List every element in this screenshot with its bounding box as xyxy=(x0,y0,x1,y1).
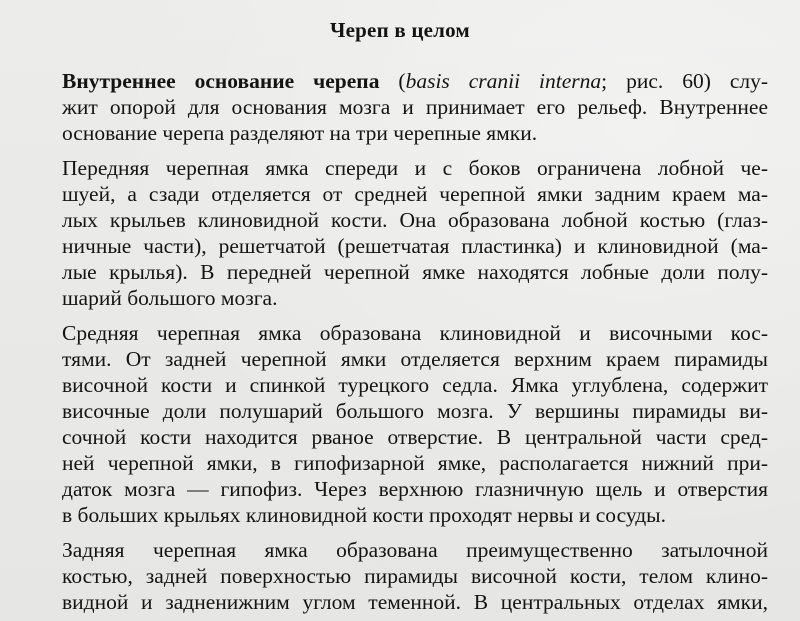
paragraph-1-line-3: основание черепа разделяют на три черепные ямки. xyxy=(62,121,538,145)
paragraph-3-line-6: ней черепной ямки, в гипофизарной ямке, располагается нижний при- xyxy=(62,451,768,475)
paragraph-1-line-2: жит опорой для основания мозга и принимает его рельеф. Внутреннее xyxy=(62,95,768,119)
paragraph-3-line-5: сочной кости находится рваное отверстие. В центральной части сред- xyxy=(62,425,768,449)
paragraph-4-line-3: видной и задненижним углом теменной. В центральных отделах ямки, xyxy=(62,590,768,614)
paragraph-3-line-1: Средняя черепная ямка образована клиновидной и височными кос- xyxy=(62,321,768,345)
paragraph-3-line-7: даток мозга — гипофиз. Через верхнюю глазничную щель и отверстия xyxy=(62,477,768,501)
latin-term: basis cranii interna xyxy=(405,69,602,93)
section-heading: Череп в целом xyxy=(330,18,470,42)
paragraph-3-line-4: височные доли полушарий большого мозга. У вершины пирамиды ви- xyxy=(62,399,768,423)
paragraph-2-line-3: лых крыльев клиновидной кости. Она образована лобной костью (глаз- xyxy=(62,208,768,232)
paragraph-2-line-6: шарий большого мозга. xyxy=(62,286,278,310)
paragraph-1-line-1 xyxy=(62,68,768,94)
paragraph-3-line-3: височной кости и спинкой турецкого седла. Ямка углублена, содержит xyxy=(62,373,768,397)
paragraph-4-line-1: Задняя черепная ямка образована преимущественно затылочной xyxy=(62,538,768,562)
paragraph-2-line-1: Передняя черепная ямка спереди и с боков ограничена лобной че- xyxy=(62,156,768,180)
paragraph-4-line-2: костью, задней поверхностью пирамиды височной кости, телом клино- xyxy=(62,564,768,588)
paragraph-3-line-2: тями. От задней черепной ямки отделяется верхним краем пирамиды xyxy=(62,347,768,371)
term-bold: Внутреннее основание черепа xyxy=(62,69,380,93)
paragraph-2-line-2: шуей, а сзади отделяется от средней черепной ямки задним краем ма- xyxy=(62,182,768,206)
paragraph-1-line-1-rest: ; рис. 60) слу- xyxy=(601,69,768,93)
paragraph-3-line-8: в больших крыльях клиновидной кости проходят нервы и сосуды. xyxy=(62,503,666,527)
paren-open: ( xyxy=(379,69,406,93)
paragraph-2-line-5: лые крылья). В передней черепной ямке находятся лобные доли полу- xyxy=(62,260,768,284)
paragraph-2-line-4: ничные части), решетчатой (решетчатая пластинка) и клиновидной (ма- xyxy=(62,234,768,258)
